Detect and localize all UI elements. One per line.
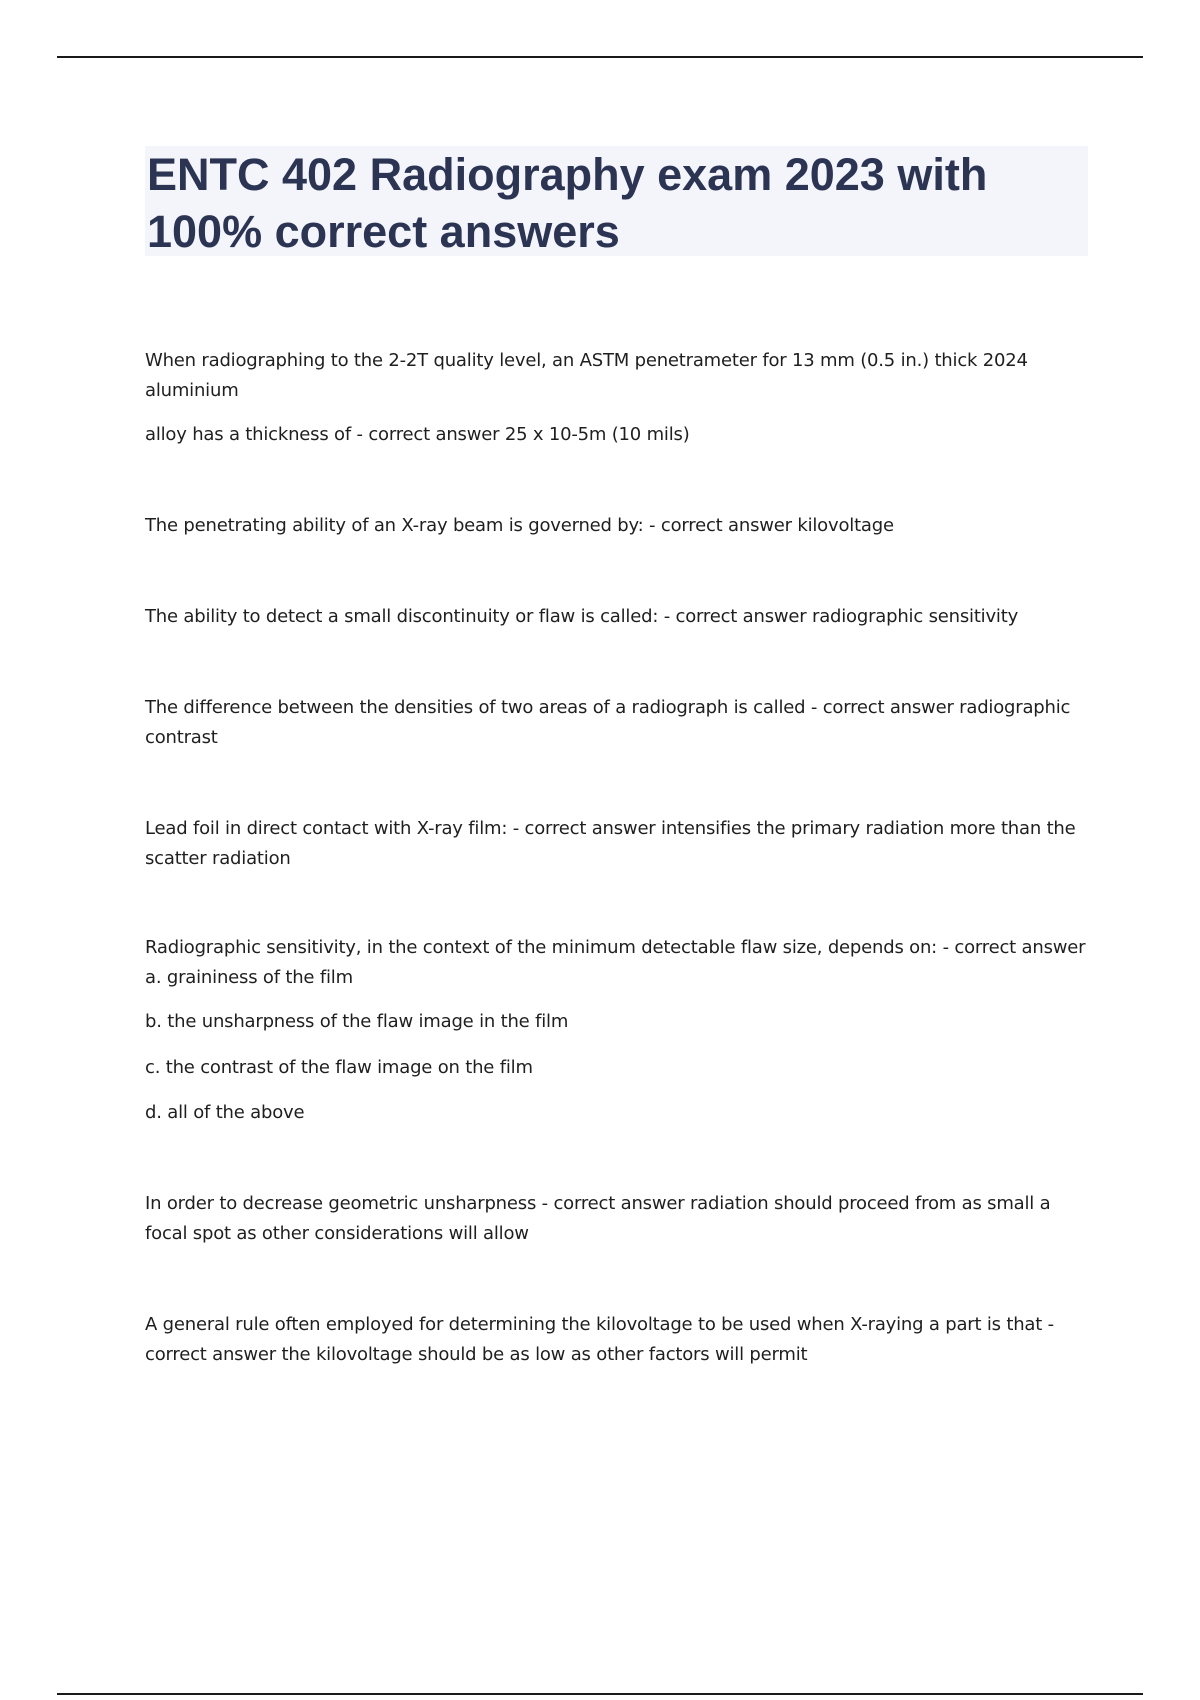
header-rule bbox=[57, 56, 1143, 58]
qa-3: The ability to detect a small discontinuity or flaw is called: - correct answer radiographic sensitivity bbox=[145, 606, 1019, 627]
qa-1-answer: alloy has a thickness of - correct answer 25 x 10-5m (10 mils) bbox=[145, 424, 690, 445]
qa-1-question: When radiographing to the 2-2T quality level, an ASTM penetrameter for 13 mm (0.5 in.) thick 2024 aluminium bbox=[145, 350, 1028, 401]
qa-4: The difference between the densities of two areas of a radiograph is called - correct answer radiographic contrast bbox=[145, 697, 1071, 748]
document-title: ENTC 402 Radiography exam 2023 with 100% correct answers bbox=[147, 149, 988, 257]
qa-5: Lead foil in direct contact with X-ray film: - correct answer intensifies the primary radiation more than the scatter radiation bbox=[145, 818, 1076, 869]
qa-2: The penetrating ability of an X-ray beam is governed by: - correct answer kilovoltage bbox=[145, 515, 894, 536]
footer-rule bbox=[57, 1693, 1143, 1695]
qa-6-option-c: c. the contrast of the flaw image on the film bbox=[145, 1057, 533, 1078]
qa-6-option-d: d. all of the above bbox=[145, 1102, 305, 1123]
qa-7: In order to decrease geometric unsharpness - correct answer radiation should proceed from as small a focal spot as other considerations will allow bbox=[145, 1193, 1051, 1244]
qa-6-option-b: b. the unsharpness of the flaw image in the film bbox=[145, 1011, 569, 1032]
qa-8: A general rule often employed for determining the kilovoltage to be used when X-raying a part is that - correct answer the kilovoltage should be as low as other factors will permit bbox=[145, 1314, 1054, 1365]
qa-6-question: Radiographic sensitivity, in the context of the minimum detectable flaw size, depends on: - correct answer a. graininess of the film bbox=[145, 937, 1086, 988]
